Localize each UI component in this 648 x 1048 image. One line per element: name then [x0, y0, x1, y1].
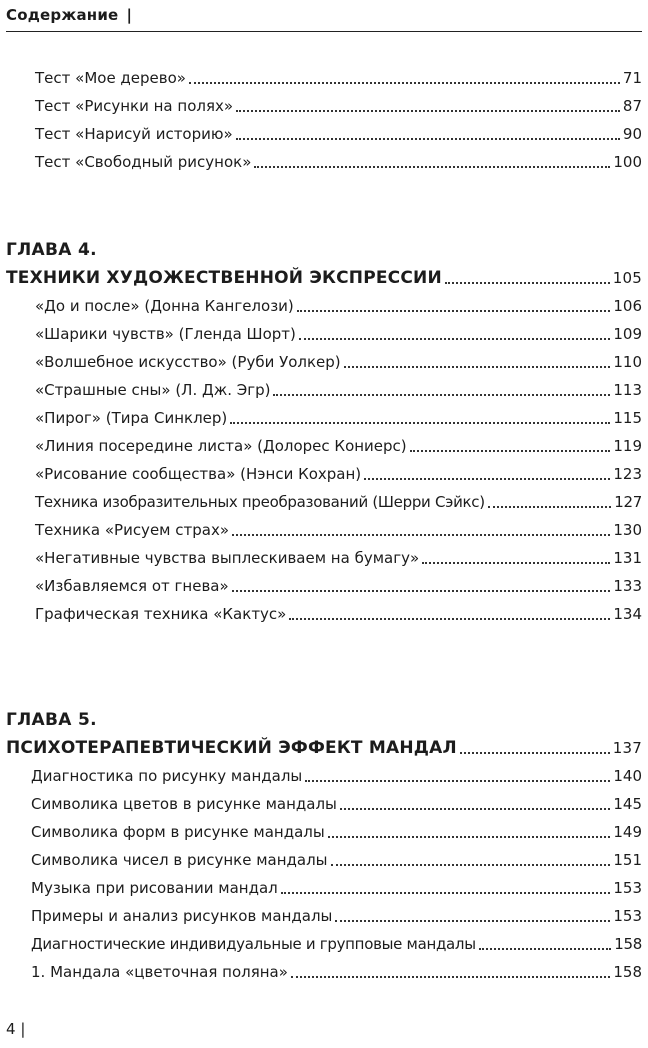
toc-entry-title: Диагностические индивидуальные и групповые мандалы: [31, 935, 476, 953]
toc-entry[interactable]: [6, 846, 642, 874]
toc-entry-page: 90: [622, 125, 642, 143]
chapter-title: ТЕХНИКИ ХУДОЖЕСТВЕННОЙ ЭКСПРЕССИИ: [6, 268, 442, 288]
toc-entry-page: 127: [614, 493, 642, 511]
toc-entry-title: Диагностика по рисунку мандалы: [31, 767, 303, 785]
toc-entry-page: 158: [613, 963, 642, 981]
toc-entry-page: 110: [613, 353, 642, 371]
dot-leader: [299, 337, 610, 340]
toc-entry[interactable]: [6, 292, 642, 320]
dot-leader: [364, 477, 610, 480]
toc-entry-page: 151: [613, 851, 642, 869]
toc-entry[interactable]: [6, 958, 642, 986]
toc-entry[interactable]: [6, 516, 642, 544]
toc-entry-page: 134: [613, 605, 642, 623]
toc-entry[interactable]: [6, 460, 642, 488]
toc-entry-page: 145: [613, 795, 642, 813]
toc-entry-page: 158: [614, 935, 642, 953]
dot-leader: [331, 863, 611, 866]
toc-entry-title: Примеры и анализ рисунков мандалы: [31, 907, 333, 925]
dot-leader: [340, 807, 610, 810]
toc-entry[interactable]: [6, 600, 642, 628]
toc-entry[interactable]: [6, 376, 642, 404]
toc-entry-title: Тест «Нарисуй историю»: [35, 125, 233, 143]
dot-leader: [297, 309, 611, 312]
dot-leader: [189, 81, 620, 84]
toc-entry-title: «Избавляемся от гнева»: [35, 577, 229, 595]
toc-entry-title: «Волшебное искусство» (Руби Уолкер): [35, 353, 341, 371]
dot-leader: [460, 751, 610, 754]
dot-leader: [410, 449, 611, 452]
dot-leader: [479, 947, 612, 950]
toc-entry-page: 87: [622, 97, 642, 115]
toc-entry[interactable]: [6, 92, 642, 120]
toc-entry[interactable]: [6, 544, 642, 572]
toc-entry-title: «Негативные чувства выплескиваем на бумагу»: [35, 549, 420, 567]
toc-entry-title: Музыка при рисовании мандал: [31, 879, 278, 897]
toc-entry-page: 100: [613, 153, 642, 171]
toc-entry-title: «Линия посередине листа» (Долорес Кониерс): [35, 437, 407, 455]
toc-entry[interactable]: [6, 432, 642, 460]
toc-entry-title: Тест «Рисунки на полях»: [35, 97, 234, 115]
dot-leader: [273, 393, 610, 396]
toc-chapter-4: [6, 236, 642, 628]
dot-leader: [232, 533, 610, 536]
toc-entry[interactable]: [6, 320, 642, 348]
toc-entry-page: 71: [622, 69, 642, 87]
chapter-title: ПСИХОТЕРАПЕВТИЧЕСКИЙ ЭФФЕКТ МАНДАЛ: [6, 738, 457, 758]
chapter-label: ГЛАВА 4.: [6, 240, 97, 260]
toc-entry-title: Техника изобразительных преобразований (Шерри Сэйкс): [35, 493, 485, 511]
toc-entry-page: 113: [613, 381, 642, 399]
toc-entry-title: Тест «Свободный рисунок»: [35, 153, 252, 171]
toc-entry-page: 130: [613, 521, 642, 539]
page-footer: [6, 1020, 25, 1038]
toc-entry-title: Символика цветов в рисунке мандалы: [31, 795, 337, 813]
running-header: [6, 5, 642, 32]
header-title: Содержание: [6, 6, 119, 24]
toc-entry-title: «Рисование сообщества» (Нэнси Кохран): [35, 465, 362, 483]
dot-leader: [291, 975, 610, 978]
toc-entry-title: «Шарики чувств» (Гленда Шорт): [35, 325, 296, 343]
toc-entry-title: 1. Мандала «цветочная поляна»: [31, 963, 288, 981]
toc-entry-page: 131: [613, 549, 642, 567]
toc-entry[interactable]: [6, 148, 642, 176]
toc-entry-page: 133: [613, 577, 642, 595]
toc-entry[interactable]: [6, 762, 642, 790]
dot-leader: [289, 617, 610, 620]
chapter-page: 105: [612, 269, 642, 287]
dot-leader: [344, 365, 611, 368]
dot-leader: [236, 137, 620, 140]
toc-entry-title: «Пирог» (Тира Синклер): [35, 409, 228, 427]
toc-entry[interactable]: [6, 488, 642, 516]
dot-leader: [335, 919, 610, 922]
dot-leader: [254, 165, 610, 168]
toc-chapter-5: [6, 706, 642, 986]
toc-entry-title: «До и после» (Донна Кангелози): [35, 297, 294, 315]
toc-entry[interactable]: [6, 818, 642, 846]
dot-leader: [281, 891, 611, 894]
toc-entry-page: 106: [613, 297, 642, 315]
toc-entry[interactable]: [6, 64, 642, 92]
toc-entry-title: Графическая техника «Кактус»: [35, 605, 287, 623]
toc-entry-title: Техника «Рисуем страх»: [35, 521, 230, 539]
toc-entry-page: 115: [613, 409, 642, 427]
toc-entry-page: 153: [613, 907, 642, 925]
toc-entry-page: 123: [613, 465, 642, 483]
dot-leader: [305, 779, 610, 782]
toc-entry-page: 149: [613, 823, 642, 841]
toc-entry-page: 109: [613, 325, 642, 343]
toc-entry[interactable]: [6, 930, 642, 958]
chapter-title-entry[interactable]: [6, 264, 642, 292]
toc-entry-title: Тест «Мое дерево»: [35, 69, 186, 87]
toc-entry-page: 119: [613, 437, 642, 455]
dot-leader: [328, 835, 611, 838]
toc-top-section: [6, 64, 642, 176]
toc-entry-title: Символика форм в рисунке мандалы: [31, 823, 325, 841]
toc-entry[interactable]: [6, 902, 642, 930]
dot-leader: [236, 109, 620, 112]
toc-entry[interactable]: [6, 404, 642, 432]
dot-leader: [488, 505, 611, 508]
toc-entry[interactable]: [6, 348, 642, 376]
toc-entry[interactable]: [6, 874, 642, 902]
dot-leader: [445, 281, 610, 284]
page-number: 4: [6, 1020, 16, 1038]
toc-entry-title: «Страшные сны» (Л. Дж. Эгр): [35, 381, 271, 399]
dot-leader: [230, 421, 610, 424]
header-separator: |: [126, 6, 132, 24]
chapter-label: ГЛАВА 5.: [6, 710, 97, 730]
toc-entry-title: Символика чисел в рисунке мандалы: [31, 851, 328, 869]
toc-entry[interactable]: [6, 120, 642, 148]
dot-leader: [422, 561, 610, 564]
chapter-page: 137: [612, 739, 642, 757]
chapter-title-entry[interactable]: [6, 734, 642, 762]
toc-entry-page: 153: [613, 879, 642, 897]
dot-leader: [232, 589, 611, 592]
toc-entry[interactable]: [6, 790, 642, 818]
toc-entry[interactable]: [6, 572, 642, 600]
toc-entry-page: 140: [613, 767, 642, 785]
footer-separator: |: [20, 1020, 26, 1038]
